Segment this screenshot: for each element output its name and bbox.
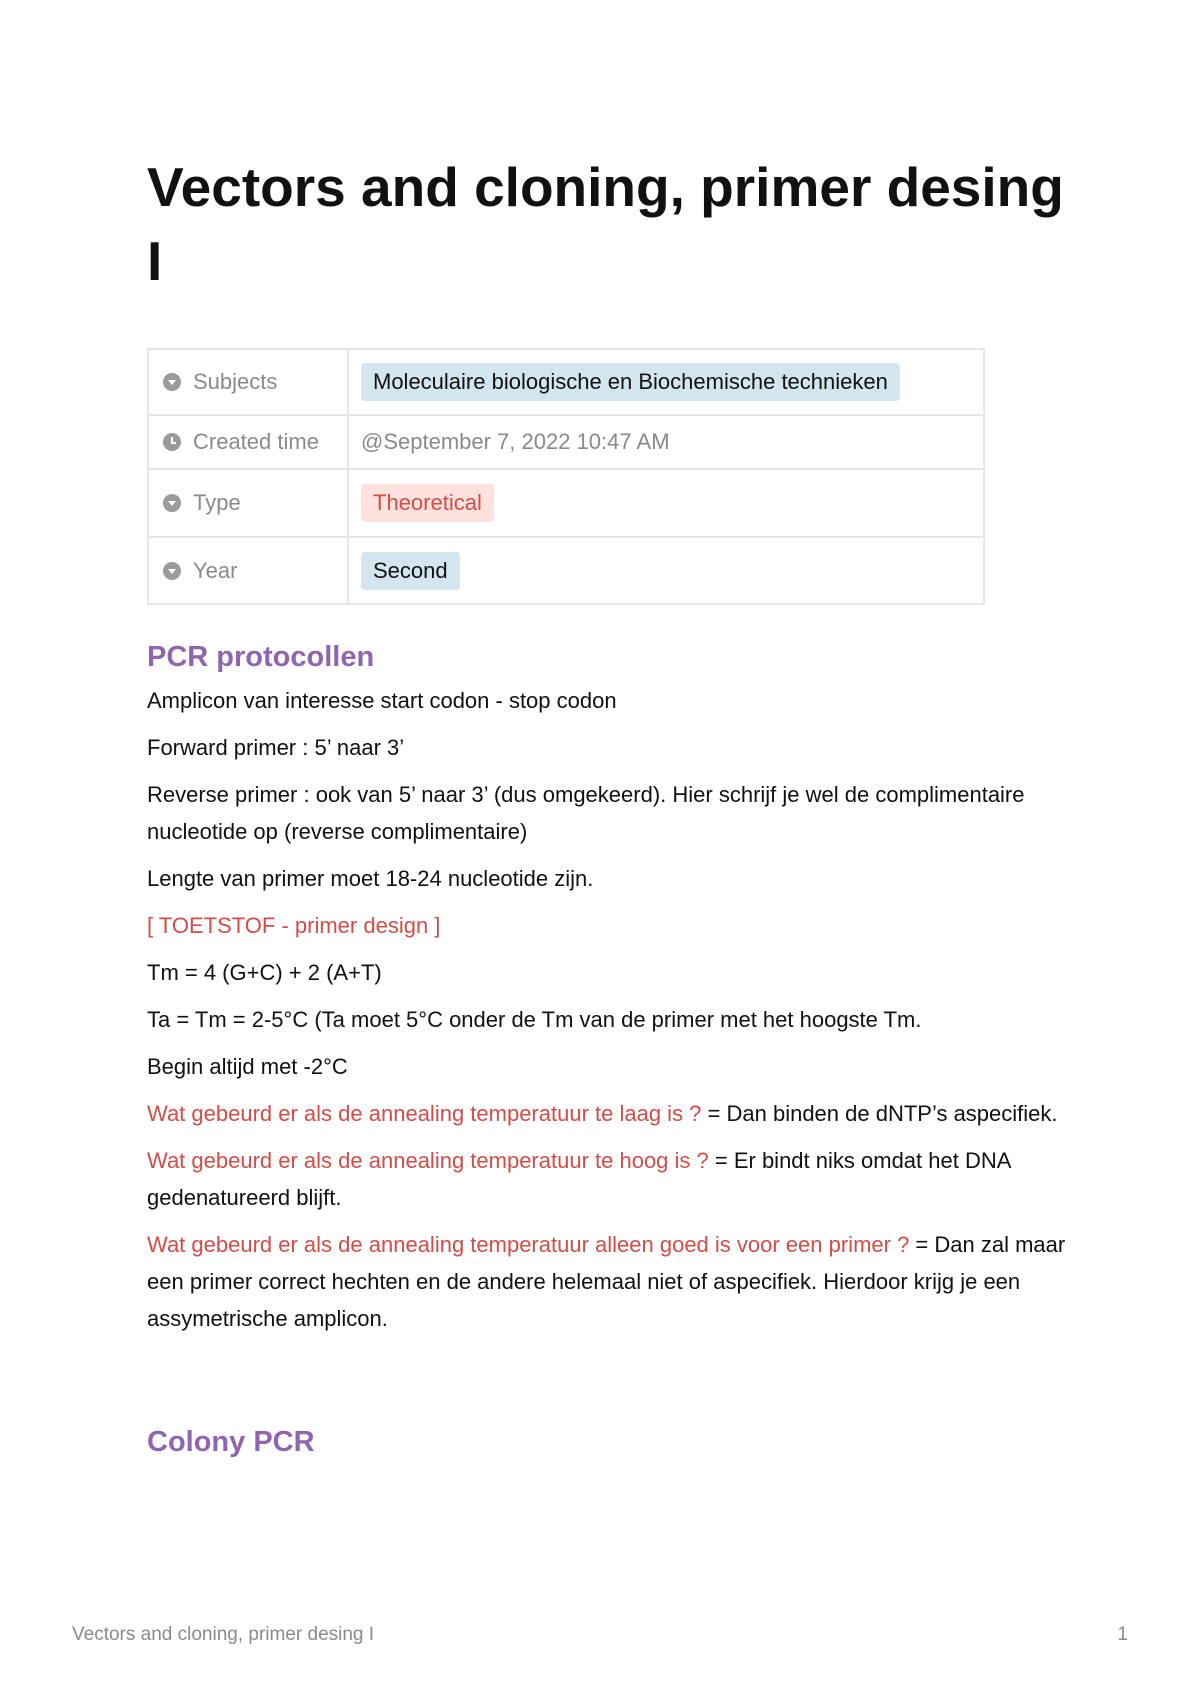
- property-value-cell: [348, 415, 984, 469]
- property-key-cell: [148, 537, 348, 604]
- property-key-cell: [148, 415, 348, 469]
- property-value-cell: [348, 537, 984, 604]
- select-icon: [163, 494, 181, 512]
- question: Wat gebeurd er als de annealing temperatuur alleen goed is voor een primer ?: [147, 1232, 910, 1257]
- type-tag[interactable]: Theoretical: [361, 484, 494, 522]
- property-row-type: [148, 469, 984, 537]
- created-time-value: @September 7, 2022 10:47 AM: [361, 429, 670, 454]
- property-row-created-time: [148, 415, 984, 469]
- formula-ta: Ta = Tm = 2-5°C (Ta moet 5°C onder de Tm van de primer met het hoogste Tm.: [147, 1007, 922, 1032]
- paragraph: Amplicon van interesse start codon - stop codon: [147, 688, 617, 713]
- question-answer: [147, 1221, 1067, 1342]
- property-key: Created time: [193, 429, 319, 454]
- paragraph: Lengte van primer moet 18-24 nucleotide zijn.: [147, 866, 594, 891]
- property-key: Type: [193, 490, 241, 515]
- paragraph: Forward primer : 5’ naar 3’: [147, 735, 405, 760]
- property-row-year: [148, 537, 984, 604]
- question: Wat gebeurd er als de annealing temperatuur te laag is ?: [147, 1101, 702, 1126]
- paragraph: Reverse primer : ook van 5’ naar 3’ (dus omgekeerd). Hier schrijf je wel de complimentaire nucleotide op (reverse complimentaire): [147, 782, 1025, 844]
- footer-title: Vectors and cloning, primer desing I: [72, 1624, 375, 1645]
- properties-table: [147, 348, 985, 605]
- answer: = Dan zal maar een primer correct hechten en de andere helemaal niet of aspecifiek. Hierdoor krijg je een assymetrische amplicon.: [147, 1232, 1066, 1331]
- page-title: Vectors and cloning, primer desing I: [147, 156, 1064, 292]
- answer: = Er bindt niks omdat het DNA gedenatureerd blijft.: [147, 1148, 1011, 1210]
- question: Wat gebeurd er als de annealing temperatuur te hoog is ?: [147, 1148, 709, 1173]
- question-answer: [147, 1137, 1067, 1221]
- property-key: Year: [193, 557, 238, 583]
- select-icon: [163, 373, 181, 391]
- subjects-tag[interactable]: Moleculaire biologische en Biochemische technieken: [361, 363, 900, 401]
- formula-tm: Tm = 4 (G+C) + 2 (A+T): [147, 960, 382, 985]
- section-heading-pcr-protocollen: PCR protocollen: [147, 641, 375, 673]
- property-key: Subjects: [193, 369, 278, 394]
- answer: = Dan binden de dNTP’s aspecifiek.: [701, 1101, 1058, 1126]
- page-content: [147, 150, 1067, 1462]
- section-heading-colony-pcr: Colony PCR: [147, 1426, 315, 1458]
- question-answer: [147, 1090, 1067, 1137]
- select-icon: [163, 562, 181, 580]
- year-tag[interactable]: Second: [361, 552, 460, 590]
- clock-icon: [163, 433, 181, 451]
- property-key-cell: [148, 469, 348, 537]
- property-value-cell: [348, 349, 984, 415]
- property-row-subjects: [148, 349, 984, 415]
- property-key-cell: [148, 349, 348, 415]
- exam-note: [ TOETSTOF - primer design ]: [147, 913, 441, 938]
- paragraph: Begin altijd met -2°C: [147, 1054, 348, 1079]
- property-value-cell: [348, 469, 984, 537]
- footer-page-number: 1: [1117, 1624, 1128, 1645]
